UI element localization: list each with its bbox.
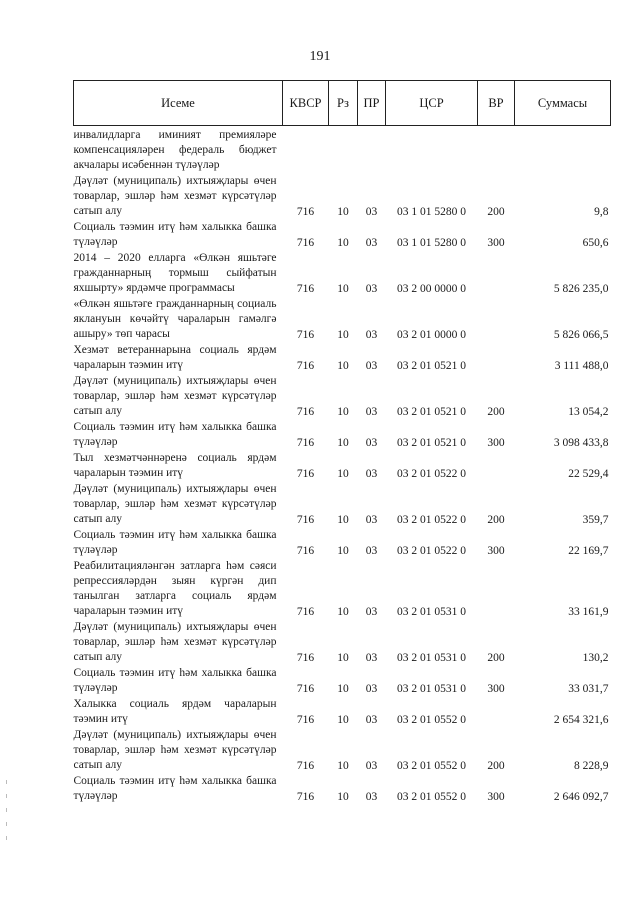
cell-sum: 3 098 433,8 [553,437,609,449]
cell-name: Дәүләт (муниципаль) ихтыяҗлары өчен товарлар, эшләр һәм хезмәт күрсәтүләр сатып алу [73,483,277,525]
cell-rz: 10 [337,760,349,772]
table-row [74,174,611,220]
cell-vr [478,297,515,343]
cell-kvsr: 716 [296,360,315,372]
cell-vr: 300 [487,437,505,449]
cell-pr: 03 [365,514,378,526]
cell-pr: 03 [365,791,378,803]
cell-sum: 33 161,9 [568,606,609,618]
cell-kvsr: 716 [296,468,315,480]
cell-rz: 10 [337,545,349,557]
cell-kvsr: 716 [296,437,315,449]
cell-csr: 03 2 01 0000 0 [397,329,466,341]
header-csr: ЦСР [386,81,478,126]
cell-vr: 200 [487,406,505,418]
cell-sum: 2 654 321,6 [553,714,609,726]
cell-name: Дәүләт (муниципаль) ихтыяҗлары өчен товарлар, эшләр һәм хезмәт күрсәтүләр сатып алу [73,729,277,771]
table-row [74,482,611,528]
header-name: Исеме [74,81,283,126]
table-row [74,343,611,374]
cell-kvsr: 716 [296,283,315,295]
cell-pr: 03 [365,760,378,772]
cell-kvsr: 716 [296,206,315,218]
cell-rz: 10 [337,360,349,372]
cell-pr [358,126,386,175]
cell-kvsr: 716 [296,514,315,526]
cell-pr: 03 [365,683,378,695]
cell-pr: 03 [365,237,378,249]
cell-rz: 10 [337,791,349,803]
cell-csr: 03 2 01 0522 0 [397,545,466,557]
cell-vr [478,251,515,297]
cell-csr: 03 2 01 0521 0 [397,406,466,418]
cell-sum: 9,8 [594,206,609,218]
table-row [74,774,611,805]
cell-rz [329,126,358,175]
cell-sum: 5 826 235,0 [553,283,609,295]
cell-vr: 200 [487,760,505,772]
cell-csr: 03 2 01 0552 0 [397,714,466,726]
cell-vr [478,559,515,620]
table-row [74,126,611,175]
cell-rz: 10 [337,514,349,526]
header-pr: ПР [358,81,386,126]
cell-csr [386,126,478,175]
cell-rz: 10 [337,606,349,618]
cell-kvsr: 716 [296,545,315,557]
cell-sum: 22 529,4 [568,468,609,480]
cell-vr: 300 [487,545,505,557]
budget-table [73,80,611,805]
cell-name: 2014 – 2020 елларга «Өлкән яшьтәге гражданнарның тормыш сыйфатын яхшырту» ярдәмче программасы [73,252,277,294]
cell-name: Тыл хезмәтчәннәренә социаль ярдәм чараларын тәэмин итү [73,452,277,479]
cell-vr: 300 [487,237,505,249]
cell-csr: 03 2 01 0522 0 [397,514,466,526]
cell-csr: 03 2 01 0521 0 [397,437,466,449]
cell-rz: 10 [337,714,349,726]
table-row [74,697,611,728]
cell-sum: 650,6 [582,237,609,249]
header-vr: ВР [478,81,515,126]
table-row [74,528,611,559]
cell-csr: 03 2 01 0552 0 [397,791,466,803]
scan-marks [6,780,8,860]
table-row [74,420,611,451]
cell-csr: 03 2 01 0531 0 [397,606,466,618]
cell-rz: 10 [337,683,349,695]
table-row [74,620,611,666]
cell-rz: 10 [337,329,349,341]
table-row [74,451,611,482]
page-number: 191 [309,49,331,64]
cell-kvsr: 716 [296,606,315,618]
cell-csr: 03 2 01 0521 0 [397,360,466,372]
table-row [74,297,611,343]
cell-kvsr: 716 [296,406,315,418]
cell-name: Дәүләт (муниципаль) ихтыяҗлары өчен товарлар, эшләр һәм хезмәт күрсәтүләр сатып алу [73,175,277,217]
cell-sum: 130,2 [582,652,609,664]
cell-name: Дәүләт (муниципаль) ихтыяҗлары өчен товарлар, эшләр һәм хезмәт күрсәтүләр сатып алу [73,621,277,663]
cell-sum [515,126,611,175]
cell-vr: 200 [487,652,505,664]
cell-sum: 33 031,7 [568,683,609,695]
table-row [74,251,611,297]
cell-name: Социаль тәэмин итү һәм халыкка башка түләүләр [73,529,277,556]
cell-pr: 03 [365,329,378,341]
cell-kvsr: 716 [296,714,315,726]
cell-rz: 10 [337,652,349,664]
cell-sum: 13 054,2 [568,406,609,418]
table-body [74,126,611,806]
cell-rz: 10 [337,237,349,249]
table-row [74,220,611,251]
cell-pr: 03 [365,606,378,618]
cell-pr: 03 [365,545,378,557]
cell-kvsr: 716 [296,652,315,664]
cell-name: Социаль тәэмин итү һәм халыкка башка түләүләр [73,421,277,448]
cell-csr: 03 2 01 0552 0 [397,760,466,772]
cell-kvsr: 716 [296,329,315,341]
cell-kvsr: 716 [296,683,315,695]
cell-rz: 10 [337,406,349,418]
cell-vr: 300 [487,683,505,695]
cell-name: «Өлкән яшьтәге гражданнарның социаль яклануын көчәйтү чараларын гамәлгә ашыру» төп чарасы [73,298,277,340]
cell-name: Дәүләт (муниципаль) ихтыяҗлары өчен товарлар, эшләр һәм хезмәт күрсәтүләр сатып алу [73,375,277,417]
cell-pr: 03 [365,652,378,664]
table-header [74,81,611,126]
cell-pr: 03 [365,406,378,418]
cell-vr [478,126,515,175]
cell-csr: 03 1 01 5280 0 [397,206,466,218]
cell-sum: 22 169,7 [568,545,609,557]
cell-name: Халыкка социаль ярдәм чараларын тәэмин итү [73,698,277,725]
table-row [74,374,611,420]
cell-kvsr: 716 [296,791,315,803]
cell-pr: 03 [365,437,378,449]
cell-csr: 03 2 01 0531 0 [397,683,466,695]
cell-vr: 300 [487,791,505,803]
cell-rz: 10 [337,283,349,295]
cell-csr: 03 2 01 0531 0 [397,652,466,664]
cell-name: Социаль тәэмин итү һәм халыкка башка түләүләр [73,775,277,802]
cell-pr: 03 [365,283,378,295]
cell-sum: 5 826 066,5 [553,329,609,341]
cell-name: инвалидларга иминият премияләре компенсацияләрен федераль бюджет акчалары исәбеннән түләүләр [73,129,277,171]
cell-sum: 8 228,9 [574,760,609,772]
header-kvsr: КВСР [283,81,329,126]
cell-pr: 03 [365,714,378,726]
cell-vr [478,697,515,728]
cell-pr: 03 [365,468,378,480]
cell-name: Социаль тәэмин итү һәм халыкка башка түләүләр [73,667,277,694]
cell-name: Хезмәт ветераннарына социаль ярдәм чараларын тәэмин итү [73,344,277,371]
cell-vr [478,343,515,374]
cell-sum: 359,7 [582,514,609,526]
cell-rz: 10 [337,468,349,480]
cell-kvsr: 716 [296,237,315,249]
cell-kvsr [283,126,329,175]
cell-csr: 03 2 00 0000 0 [397,283,466,295]
cell-vr: 200 [487,514,505,526]
cell-rz: 10 [337,437,349,449]
cell-kvsr: 716 [296,760,315,772]
cell-vr: 200 [487,206,505,218]
table-row [74,559,611,620]
cell-name: Реабилитацияләнгән затларга һәм сәяси репрессияләрдән зыян күргән дип танылган затларга социаль ярдәм чараларын тәэмин итү [73,560,277,617]
cell-pr: 03 [365,206,378,218]
cell-csr: 03 1 01 5280 0 [397,237,466,249]
header-rz: Рз [329,81,358,126]
table-row [74,728,611,774]
table-row [74,666,611,697]
cell-rz: 10 [337,206,349,218]
cell-vr [478,451,515,482]
cell-pr: 03 [365,360,378,372]
cell-csr: 03 2 01 0522 0 [397,468,466,480]
cell-name: Социаль тәэмин итү һәм халыкка башка түләүләр [73,221,277,248]
header-sum: Суммасы [515,81,611,126]
cell-sum: 2 646 092,7 [553,791,609,803]
cell-sum: 3 111 488,0 [554,360,609,372]
